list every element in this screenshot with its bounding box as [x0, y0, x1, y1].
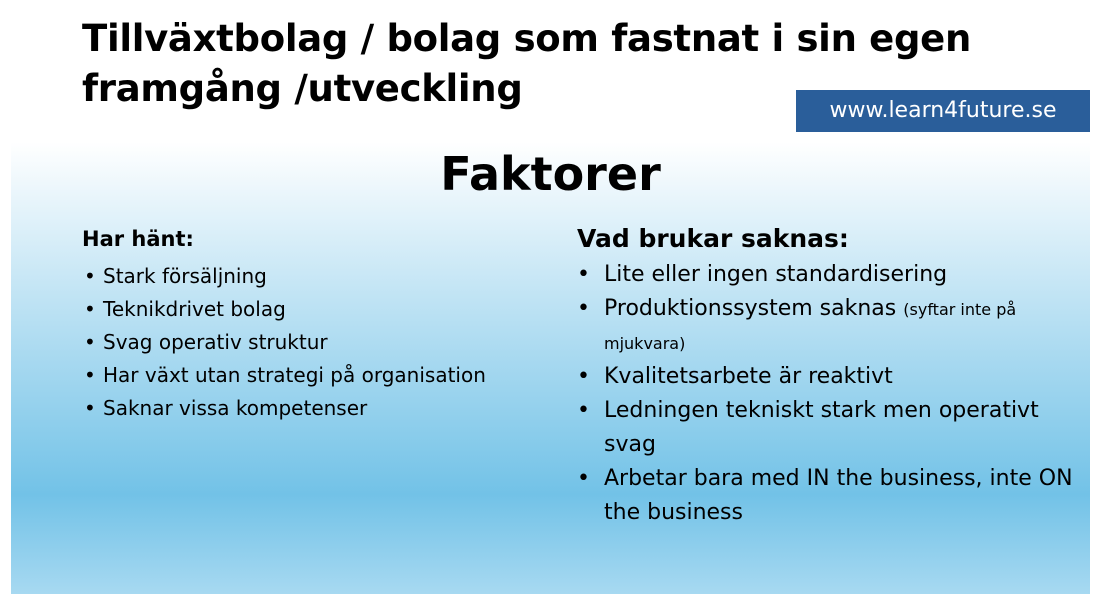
- list-item-note: (syftar inte på mjukvara): [604, 300, 1017, 353]
- list-item: [577, 292, 1077, 360]
- list-item: • Ledningen tekniskt stark men operativt svag: [577, 394, 1077, 462]
- left-bullet-list: [82, 265, 502, 419]
- list-item: • Har växt utan strategi på organisation: [82, 364, 502, 386]
- left-column: [82, 224, 502, 419]
- list-item-text: Produktionssystem saknas: [604, 296, 897, 321]
- list-item: • Svag operativ struktur: [82, 331, 502, 353]
- right-bullet-list: [577, 258, 1077, 530]
- content-panel: [11, 142, 1090, 594]
- list-item: • Kvalitetsarbete är reaktivt: [577, 360, 1077, 394]
- list-item: • Arbetar bara med IN the business, inte ON the business: [577, 462, 1077, 530]
- list-item: • Teknikdrivet bolag: [82, 298, 502, 320]
- panel-heading: Faktorer: [440, 147, 661, 201]
- list-item: • Saknar vissa kompetenser: [82, 397, 502, 419]
- right-column: [577, 222, 1077, 530]
- right-column-title: Vad brukar saknas:: [577, 224, 849, 253]
- list-item: • Lite eller ingen standardisering: [577, 258, 1077, 292]
- list-item: • Stark försäljning: [82, 265, 502, 287]
- left-column-title: Har hänt:: [82, 227, 194, 251]
- website-badge: www.learn4future.se: [796, 90, 1090, 132]
- slide-title: Tillväxtbolag / bolag som fastnat i sin egen framgång /utveckling: [82, 17, 972, 110]
